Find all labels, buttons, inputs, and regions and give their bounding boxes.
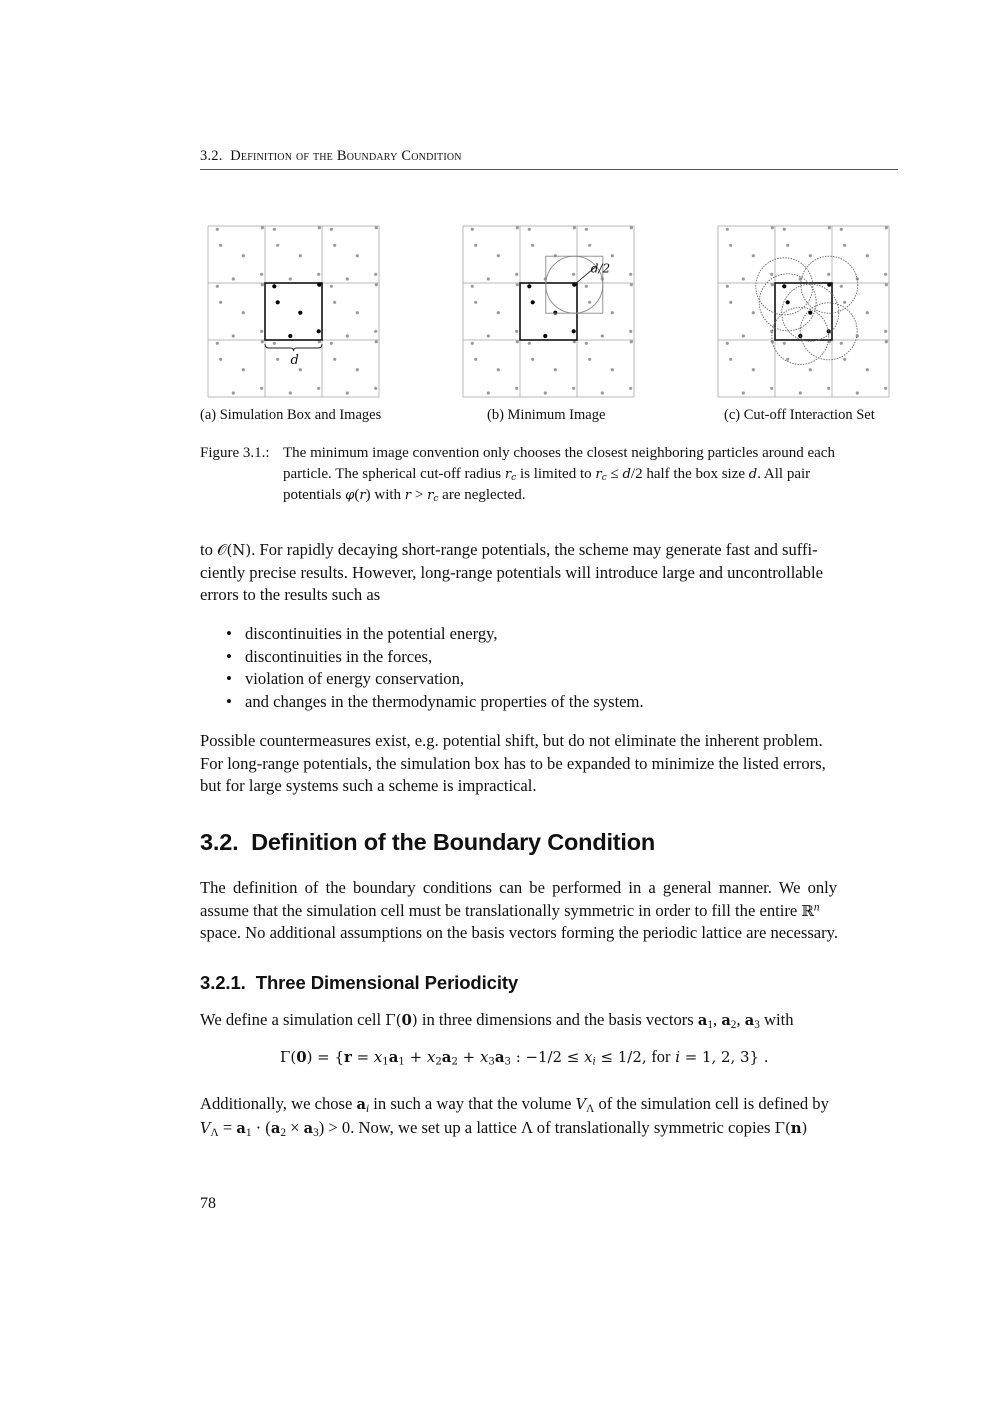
equation-gamma: $\Gamma(0) = \{r = x_1a_1 + x_2a_2 + x_3a_3$ : $-1/2 \le x_i \le 1/2$, for i = 1, 2, 3} . [280, 1047, 769, 1068]
subcaption-a: (a) Simulation Box and Images [200, 407, 382, 423]
paragraph-volume: Additionally, we chose $a_i$ in such a way that the volume $V_\Lambda$ of the simulation cell is defined by $V_\Lambda = a_1 \cdot (a_2 \times a_3) > 0$. Now, we set up a lattice Λ of translationally symmetric copies Γ(n) [200, 1094, 829, 1139]
figure-caption [200, 443, 900, 507]
subcaption-b: (b) Minimum Image [487, 407, 606, 423]
paragraph-boundary-definition: The definition of the boundary conditions can be performed in a general manner. We only assume that the simulation cell must be translationally symmetric in order to fill the entire ℝ$^n$ space. No additional assumptions on the basis vectors forming the periodic lattice are necessary. [200, 878, 839, 943]
figure-b-minimum-image [461, 224, 635, 398]
header-rule [200, 169, 898, 170]
figure-a-simulation-box [206, 224, 380, 398]
running-header-title: Definition of the Boundary Condition [230, 148, 462, 164]
running-header [200, 148, 898, 165]
error-list [226, 623, 644, 713]
caption-line: The minimum image convention only chooses the closest neighboring particles around each [283, 445, 835, 461]
figure-c-cutoff-interaction-set [716, 224, 890, 398]
svg-text:d/2: d/2 [590, 261, 611, 276]
page-number: 78 [200, 1195, 216, 1212]
caption-line: potentials φ(r) with $r > r_c$ are neglected. [283, 487, 526, 505]
paragraph-countermeasures: Possible countermeasures exist, e.g. potential shift, but do not eliminate the inherent problem. For long-range potentials, the simulation box has to be expanded to minimize the listed errors, but for large systems such a scheme is impractical. [200, 731, 826, 796]
list-item: • violation of energy conservation, [226, 668, 644, 691]
paragraph-cell-definition: We define a simulation cell Γ(0) in three dimensions and the basis vectors $a_1$, $a_2$, $a_3$ with [200, 1010, 794, 1031]
running-header-number: 3.2. [200, 148, 223, 164]
list-item: • discontinuities in the potential energy, [226, 623, 644, 646]
figure-caption-label: Figure 3.1.: [200, 445, 270, 461]
paragraph-intro: to 𝒪(N). For rapidly decaying short-range potentials, the scheme may generate fast and suffi- ciently precise results. However, long-range potentials will introduce large and uncontrollable errors to the results such as [200, 540, 823, 605]
section-heading: 3.2. Definition of the Boundary Condition [200, 829, 656, 855]
list-item: • and changes in the thermodynamic properties of the system. [226, 691, 644, 714]
subsection-heading: 3.2.1. Three Dimensional Periodicity [200, 972, 519, 993]
subcaption-c: (c) Cut-off Interaction Set [724, 407, 875, 423]
caption-line: particle. The spherical cut-off radius $r_c$ is limited to $r_c \le d/2$ half the box size d. All pair [283, 465, 811, 483]
list-item: • discontinuities in the forces, [226, 646, 644, 669]
svg-text:d: d [290, 353, 299, 368]
